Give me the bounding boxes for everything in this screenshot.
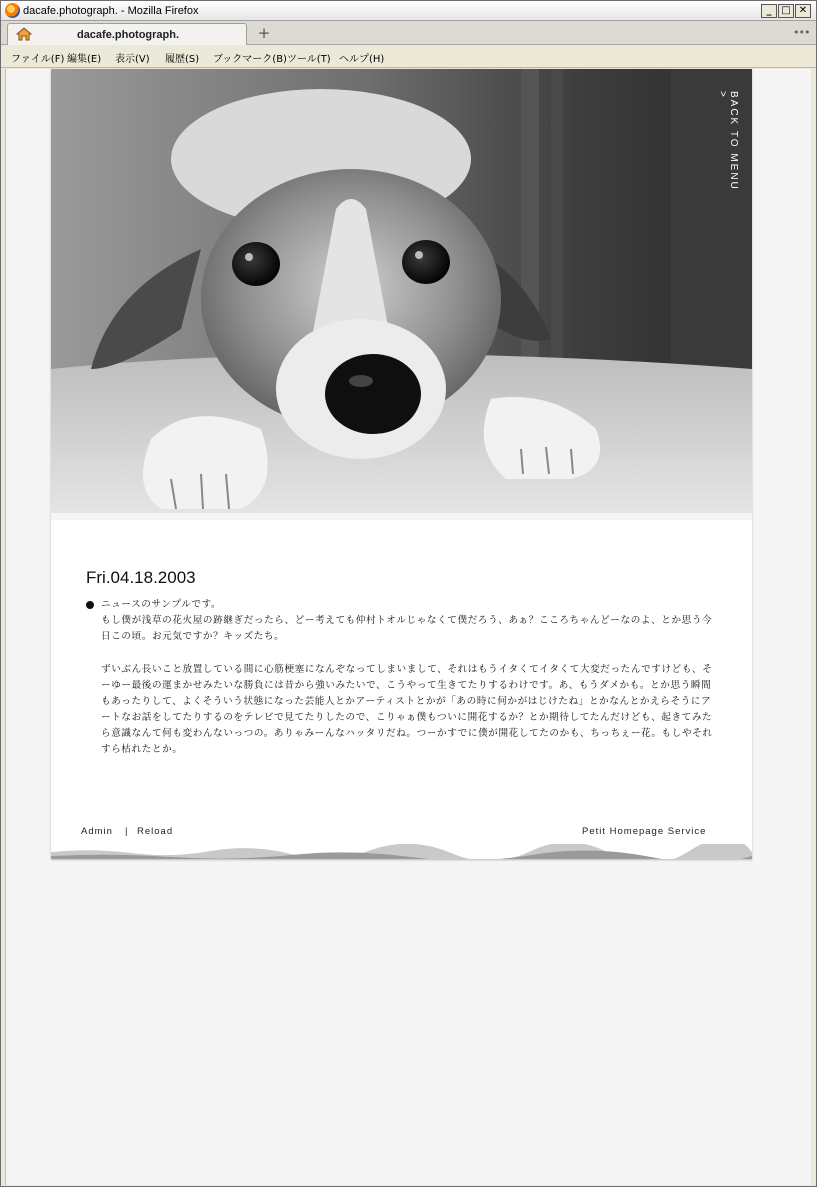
menu-bar — [1, 46, 816, 68]
back-to-menu-link[interactable]: BACK TO MENU > — [717, 91, 739, 191]
petit-homepage-service-link[interactable]: Petit Homepage Service — [582, 826, 707, 837]
admin-link[interactable]: Admin — [81, 826, 113, 837]
maximize-button[interactable]: □ — [778, 4, 794, 18]
footer-separator: | — [125, 826, 129, 837]
minimize-button[interactable]: _ — [761, 4, 777, 18]
entry-date: Fri.04.18.2003 — [86, 568, 196, 587]
entry-paragraph-1: ニュースのサンプルです。 もし僕が浅草の花火屋の跡継ぎだったら、どー考えても仲村トオルじゃなくて僕だろう、あぁ？こころちゃんどーなのよ、とか思う今日この頃。お元気ですか？キッズたち。 — [101, 599, 713, 642]
dog-photo-image — [51, 69, 752, 520]
tab-label: dacafe.photograph. — [76, 29, 180, 41]
menu-history[interactable]: 履歴(S) — [165, 54, 200, 65]
menu-bookmarks[interactable]: ブックマーク(B) — [213, 54, 287, 65]
hero-photo — [51, 69, 752, 520]
reload-link[interactable]: Reload — [137, 826, 174, 837]
entry-paragraph-2: ずいぶん長いこと放置している間に心筋梗塞になんぞなってしまいまして、それはもうイタくてイタくて大変だったんですけども、そーゆー最後の運まかせみたいな勝負には昔から強いみたいで、こうやって生きてたりするわけです。あ、もうダメかも。とか思う瞬間もあったりして、よくそういう状態になった芸能人とかアーティストとかが「あの時に何かがはじけたね」とかなんとかえらそうにアートなお話をしてたりするのをテレビで見てたりしたので、こりゃぁ僕もついに開花するか？とか期待してたんだけども、起きてみたら意識なんて何も変わんないっつの。ありゃみーんなハッタリだね。つーかすでに僕が開花してたのかも、ちっちぇー花。もしやそれすら枯れたとか。 — [101, 664, 713, 755]
tab-dacafe[interactable] — [7, 23, 247, 45]
firefox-icon — [5, 3, 20, 18]
bullet-icon — [86, 601, 94, 609]
content-viewport — [5, 69, 811, 1185]
new-tab-button[interactable]: + — [257, 24, 271, 42]
close-button[interactable]: ✕ — [795, 4, 811, 18]
title-bar — [1, 1, 816, 21]
menu-view[interactable]: 表示(V) — [115, 54, 150, 65]
menu-tools[interactable]: ツール(T) — [287, 54, 331, 65]
menu-file[interactable]: ファイル(F) — [11, 54, 65, 65]
tab-strip — [1, 21, 816, 45]
window-title: dacafe.photograph. - Mozilla Firefox — [23, 5, 199, 17]
tab-list-button[interactable]: ••• — [793, 26, 810, 39]
menu-edit[interactable]: 編集(E) — [67, 54, 102, 65]
menu-help[interactable]: ヘルプ(H) — [339, 54, 385, 65]
page-card — [51, 69, 752, 859]
grunge-border — [51, 844, 752, 859]
